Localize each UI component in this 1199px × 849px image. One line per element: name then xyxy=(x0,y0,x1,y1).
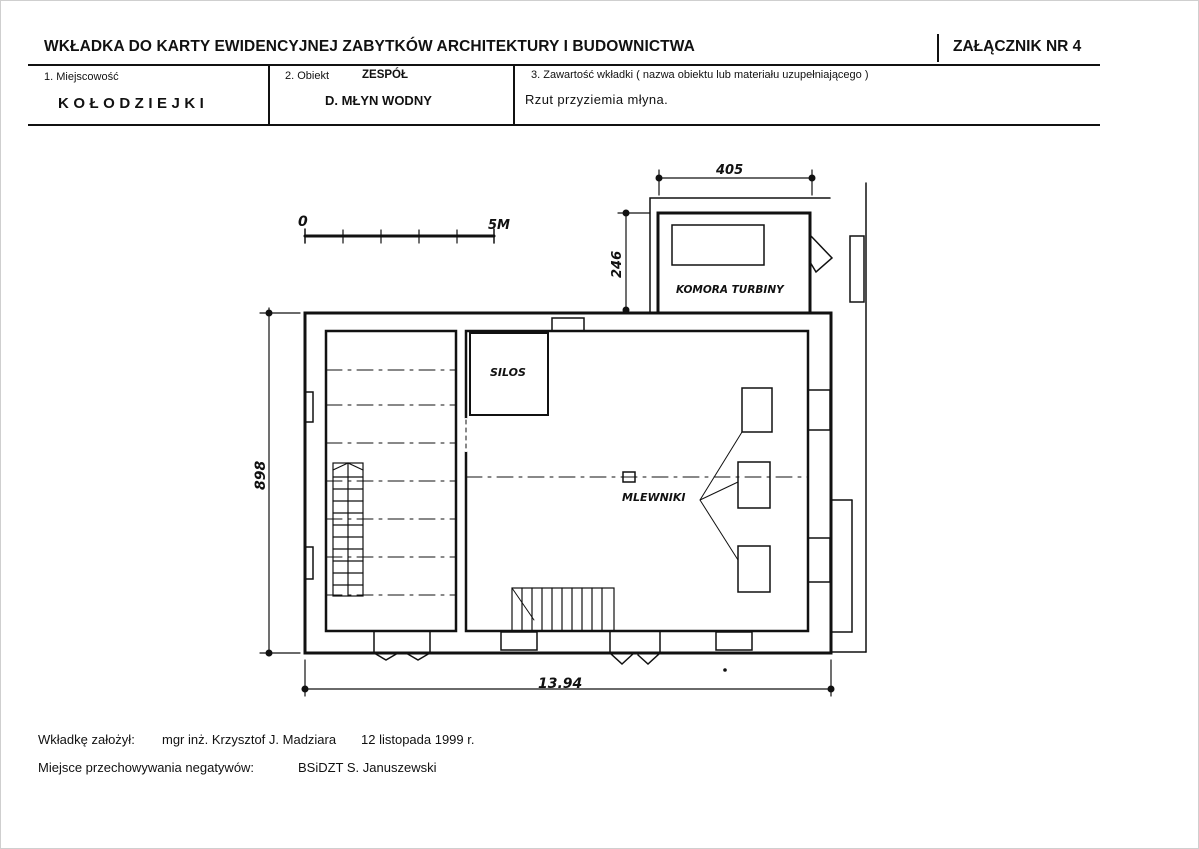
author-value: mgr inż. Krzysztof J. Madziara xyxy=(162,732,337,747)
annex-number: ZAŁĄCZNIK NR 4 xyxy=(953,38,1082,55)
right-annex xyxy=(831,183,866,652)
dim-chamber-label: 246 xyxy=(610,250,625,278)
millstones-label: MLEWNIKI xyxy=(622,491,686,504)
scale-start-label: 0 xyxy=(298,214,308,230)
dim-top-label: 405 xyxy=(716,163,744,178)
building-outer-wall xyxy=(305,313,831,653)
content-label: 3. Zawartość wkładki ( nazwa obiektu lub materiału uzupełniającego ) xyxy=(531,69,869,81)
scale-end-label: 5M xyxy=(488,218,510,233)
dim-width-label: 13.94 xyxy=(538,676,583,692)
object-group: ZESPÓŁ xyxy=(362,69,409,81)
creation-date: 12 listopada 1999 r. xyxy=(361,732,475,747)
dimension-dots xyxy=(266,175,835,693)
turbine-chamber-label: KOMORA TURBINY xyxy=(676,284,784,296)
dim-height-label: 898 xyxy=(253,460,269,490)
content-value: Rzut przyziemia młyna. xyxy=(525,92,669,107)
wall-windows xyxy=(305,390,830,650)
dimension-lines xyxy=(260,170,832,696)
negatives-value: BSiDZT S. Januszewski xyxy=(298,760,437,775)
wall-opening xyxy=(552,318,584,331)
millstones xyxy=(700,388,772,592)
locality-label: 1. Miejscowość xyxy=(44,71,119,83)
entrance-doors xyxy=(374,631,660,664)
locality-value: KOŁODZIEJKI xyxy=(58,95,209,112)
left-wing-room xyxy=(326,331,456,631)
scale-bar xyxy=(305,229,494,243)
negatives-label: Miejsce przechowywania negatywów: xyxy=(38,760,255,775)
main-stairs xyxy=(512,588,614,631)
object-label: 2. Obiekt xyxy=(285,70,330,82)
document-title: WKŁADKA DO KARTY EWIDENCYJNEJ ZABYTKÓW ARCHITEKTURY I BUDOWNICTWA xyxy=(44,38,695,55)
left-stairs xyxy=(333,463,363,596)
author-label: Wkładkę założył: xyxy=(38,732,135,747)
silo-label: SILOS xyxy=(490,366,526,379)
object-value: D. MŁYN WODNY xyxy=(325,93,432,108)
